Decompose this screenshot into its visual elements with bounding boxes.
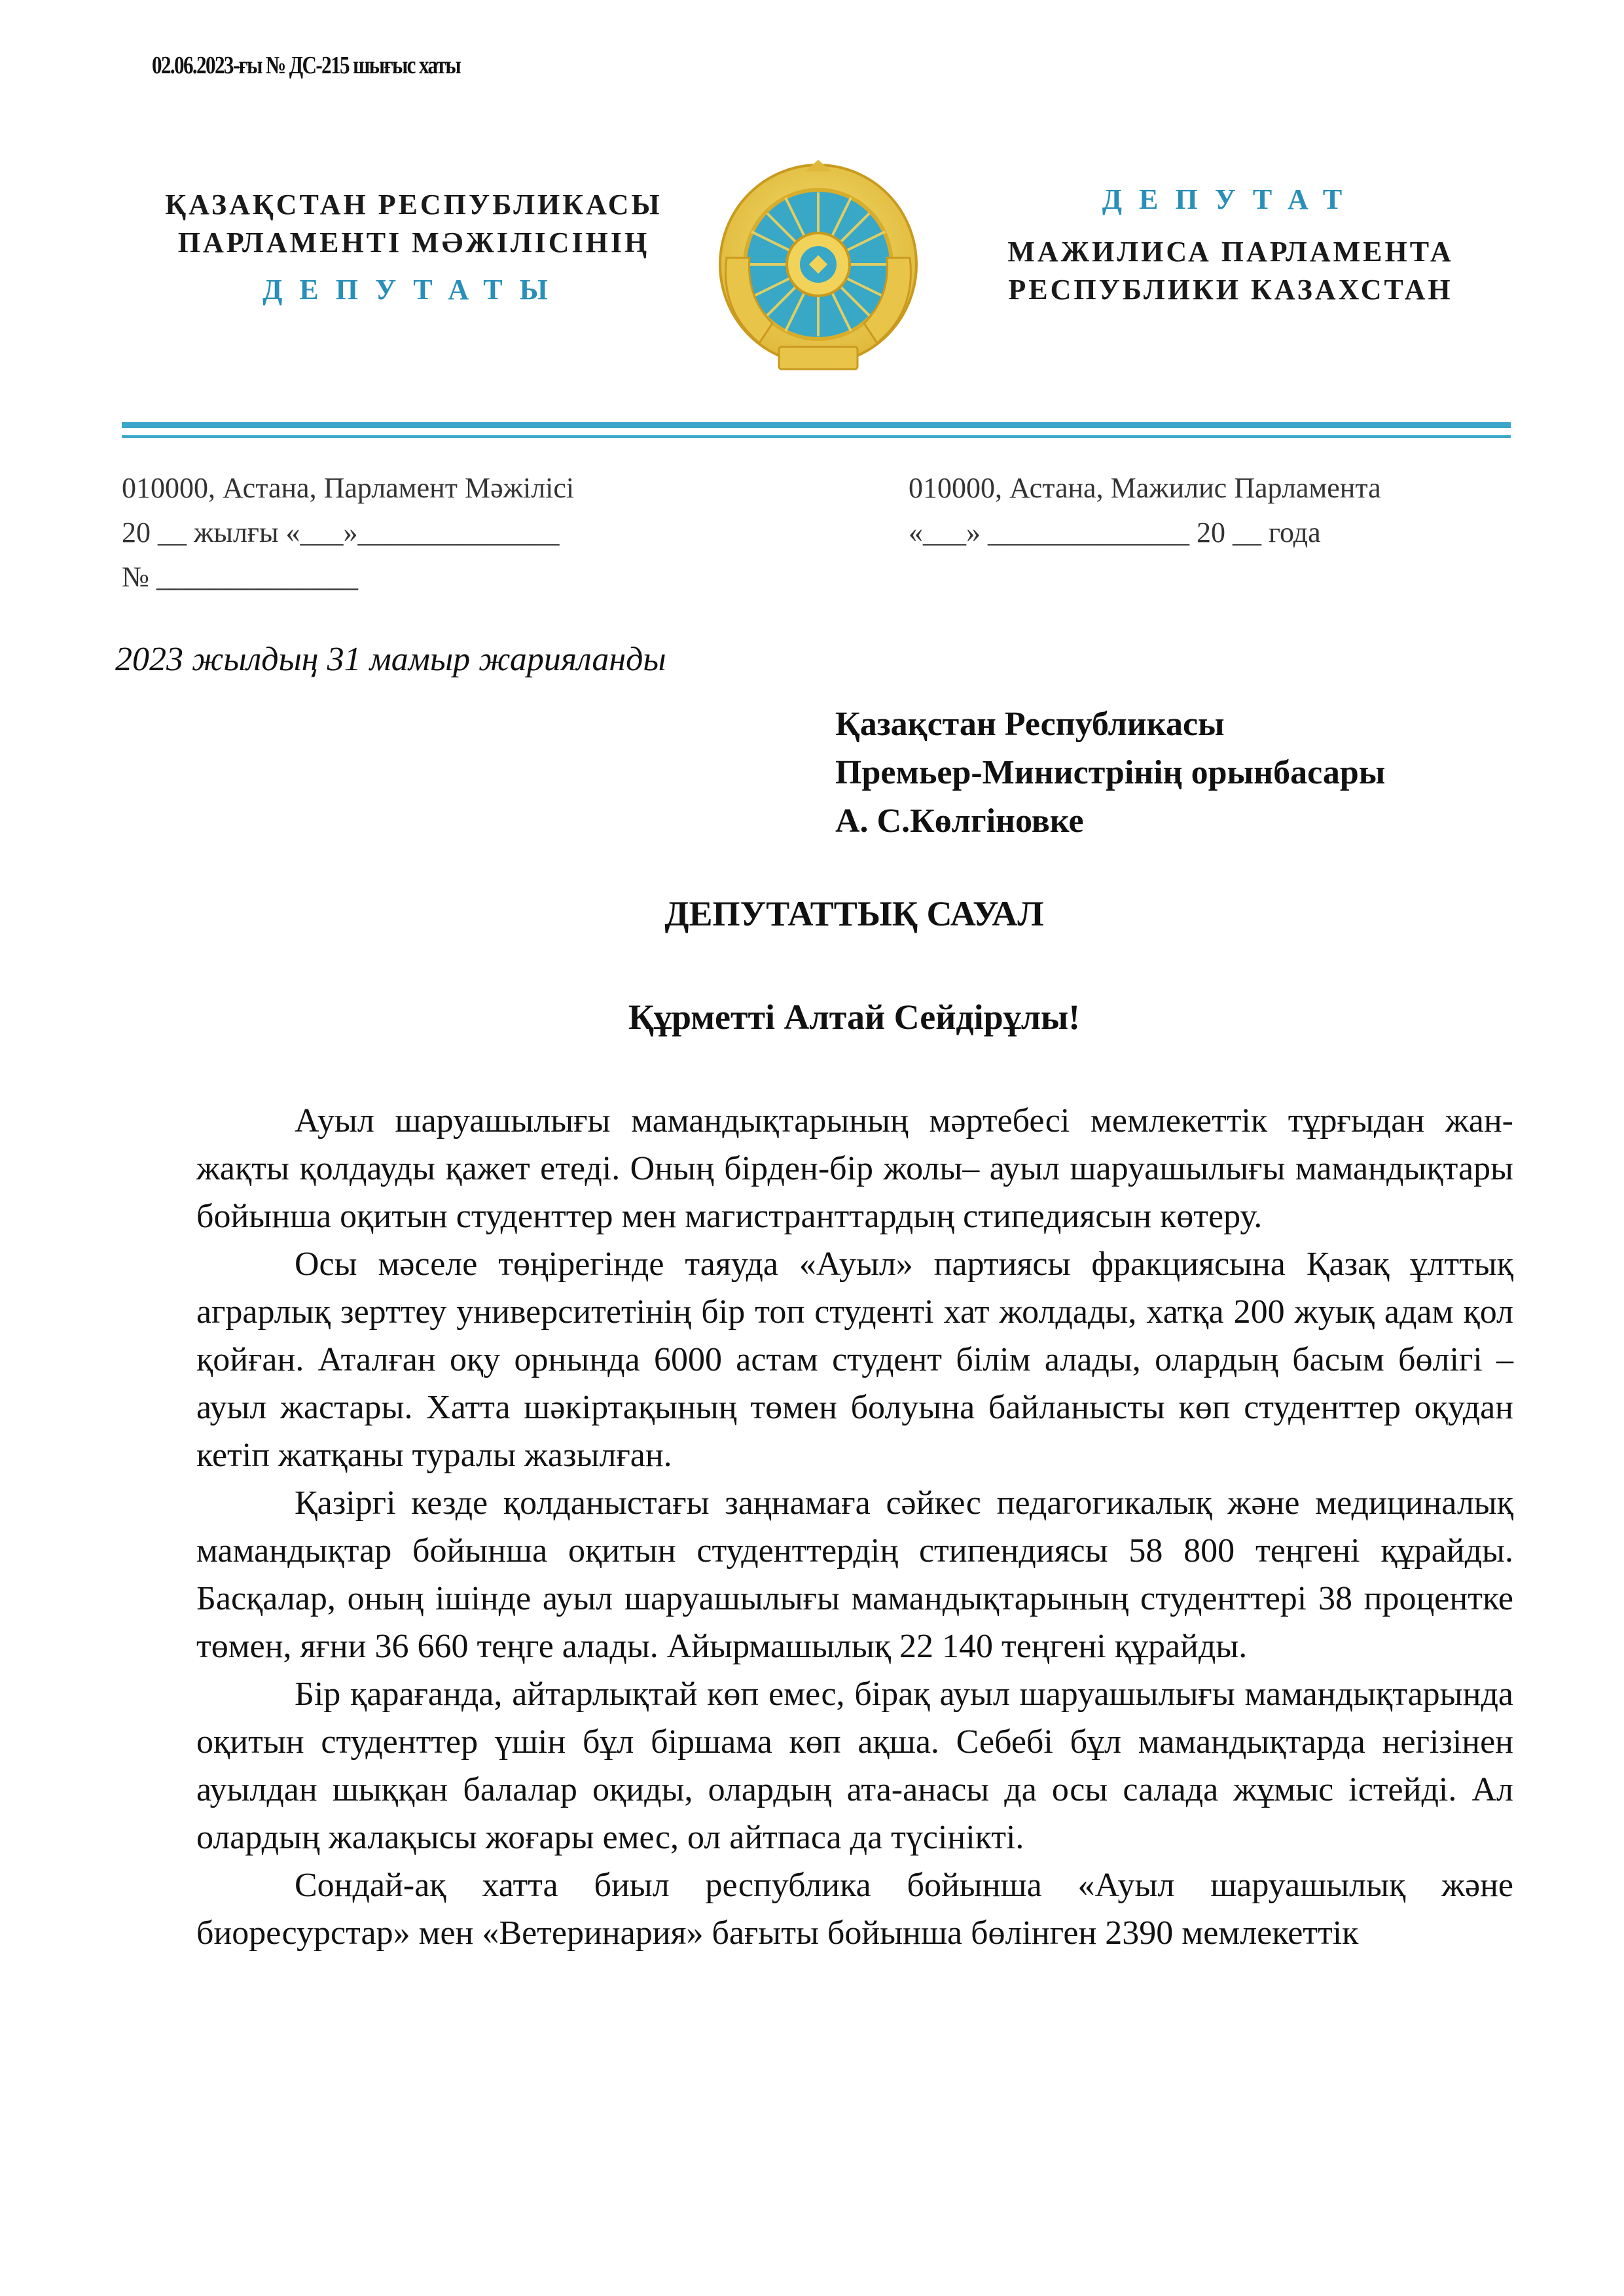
recipient-line1: Қазақстан Республикасы (835, 706, 1225, 743)
recipient-line3: А. С.Көлгіновке (835, 802, 1084, 840)
address-left-line3: № ______________ (122, 561, 358, 593)
recipient-block (835, 700, 1385, 846)
outgoing-reference: 02.06.2023-ғы № ДС-215 шығыс хаты (152, 52, 461, 79)
address-right-line2: «___» ______________ 20 __ года (909, 516, 1321, 548)
address-left (122, 466, 574, 600)
letterhead-rule-thin (122, 435, 1511, 438)
published-date: 2023 жылдың 31 мамыр жарияланды (115, 641, 666, 678)
letterhead-rule-thick (122, 422, 1511, 428)
paragraph: Бір қарағанда, айтарлықтай көп емес, бірақ ауыл шаруашылығы мамандықтарында оқитын студенттер үшін бұл біршама көп ақша. Себебі бұл мамандықтарда негізінен ауылдан шыққан балалар оқиды, олардың ата-анасы да осы салада жұмыс істейді. Ал олардың жалақысы жоғары емес, ол айтпаса да түсінікті. (196, 1676, 1513, 1856)
paragraph: Сондай-ақ хатта биыл республика бойынша «Ауыл шаруашылық және биоресурстар» мен «Ветеринария» бағыты бойынша бөлінген 2390 мемлекеттік (196, 1867, 1513, 1952)
letterhead-right-line3: РЕСПУБЛИКИ КАЗАХСТАН (1008, 274, 1453, 306)
greeting: Құрметті Алтай Сейдірұлы! (628, 997, 1081, 1037)
document-title: ДЕПУТАТТЫҚ САУАЛ (664, 894, 1044, 933)
letterhead-right (982, 181, 1479, 309)
letterhead-left-line2: ПАРЛАМЕНТІ МӘЖІЛІСІНІҢ (177, 226, 650, 259)
body-text (196, 1097, 1513, 1957)
address-left-line1: 010000, Астана, Парламент Мәжілісі (122, 472, 575, 504)
paragraph: Ауыл шаруашылығы мамандықтарының мәртебесі мемлекеттік тұрғыдан жан-жақты қолдауды қажет етеді. Оның бірден-бір жолы– ауыл шаруашылығы мамандықтары бойынша оқитын студенттер мен магистранттардың стипедиясын көтеру. (196, 1102, 1513, 1235)
letterhead-right-line1: ДЕПУТАТ (1102, 183, 1360, 215)
address-left-line2: 20 __ жылғы «___»______________ (122, 516, 560, 548)
letterhead-left (165, 186, 662, 309)
letterhead-right-line2: МАЖИЛИСА ПАРЛАМЕНТА (1007, 236, 1454, 268)
paragraph: Осы мәселе төңірегінде таяуда «Ауыл» партиясы фракциясына Қазақ ұлттық аграрлық зерттеу университетінің бір топ студенті хат жолдады, хатқа 200 жуық адам қол қойған. Аталған оқу орнында 6000 астам студент білім алады, олардың басым бөлігі – ауыл жастары. Хатта шәкіртақының төмен болуына байланысты көп студенттер оқудан кетіп жатқаны туралы жазылған. (196, 1246, 1513, 1474)
address-right (909, 466, 1381, 555)
recipient-line2: Премьер-Министрінің орынбасары (835, 754, 1386, 791)
letterhead-left-line1: ҚАЗАҚСТАН РЕСПУБЛИКАСЫ (165, 188, 662, 221)
state-emblem-icon (713, 160, 923, 376)
paragraph: Қазіргі кезде қолданыстағы заңнамаға сәйкес педагогикалық және медициналық мамандықтар бойынша оқитын студенттердің стипендиясы 58 800 теңгені құрайды. Басқалар, оның ішінде ауыл шаруашылығы мамандықтарының студенттері 38 процентке төмен, яғни 36 660 теңге алады. Айырмашылық 22 140 теңгені құрайды. (196, 1484, 1513, 1665)
address-right-line1: 010000, Астана, Мажилис Парламента (909, 472, 1381, 504)
letterhead-left-line3: ДЕПУТАТЫ (262, 274, 565, 306)
